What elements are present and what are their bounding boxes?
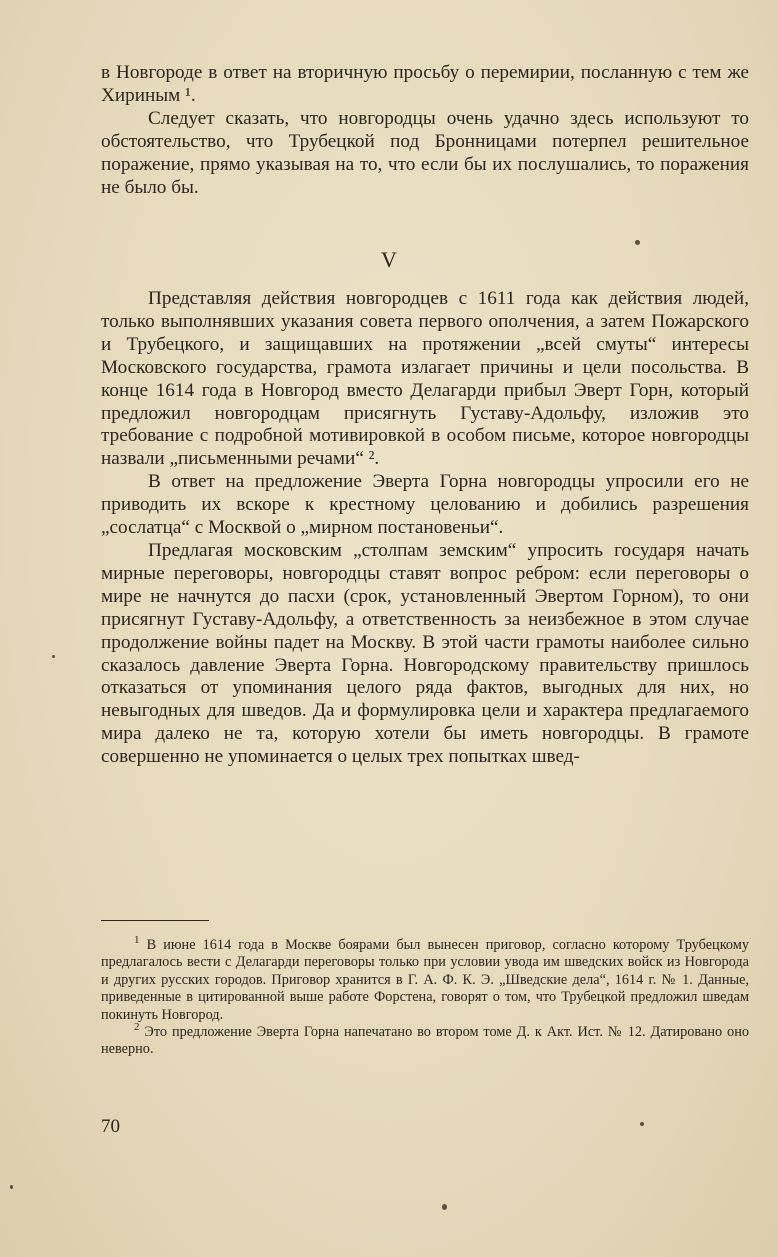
footnote-divider [101, 920, 209, 921]
footnote-1 [101, 934, 750, 1024]
footnote-2 [101, 1021, 749, 1059]
paragraph: В ответ на предложение Эверта Горна новгородцы упросили его не приводить их вскоре к крестному целованию и добились разрешения „сослатца“ с Москвой о „мирном постановеньи“. [101, 471, 749, 539]
paragraph: Следует сказать, что новгородцы очень удачно здесь используют то обстоятельство, что Трубецкой под Бронницами потерпел решительное поражение, прямо указывая на то, что если бы их послушались, то поражения не было бы. [101, 107, 749, 198]
footnote-text: В июне 1614 года в Москве боярами был вынесен приговор, согласно которому Трубецкому предлагалось вести с Делагарди переговоры только при условии увода им шведских войск из Новгорода и других русских городов. Приговор хранится в Г. А. Ф. К. Э. „Шведские дела“, 1614 г. № 1. Данные, приведенные в цитированной выше работе Форстена, говорят о том, что Трубецкой предложил шведам покинуть Новгород. [101, 937, 750, 1023]
paragraph: Предлагая московским „столпам земским“ упросить государя начать мирные переговоры, новгородцы ставят вопрос ребром: если переговоры о мире не начнутся до пасхи (срок, установленный Эвертом Горном), то они присягнут Густаву-Адольфу, а ответственность за неизбежное в этом случае продолжение войны падет на Москву. В этой части грамоты наиболее сильно сказалось давление Эверта Горна. Новгородскому правительству пришлось отказаться от упоминания целого ряда фактов, выгодных для них, но невыгодных для шведов. Да и формулировка цели и характера предлагаемого мира далеко не та, которую хотели бы иметь новгородцы. В грамоте совершенно не упоминается о целых трех попытках швед- [101, 539, 749, 768]
paper-speck [442, 1204, 447, 1210]
footnote-text: Это предложение Эверта Горна напечатано во втором томе Д. к Акт. Ист. № 12. Датировано оно неверно. [101, 1024, 749, 1058]
footnote-mark: 1 [134, 934, 140, 947]
paper-speck [640, 1122, 644, 1126]
page-number: 70 [101, 1116, 120, 1137]
paper-speck [10, 1185, 13, 1189]
footnote-mark: 2 [134, 1021, 140, 1034]
paragraph: Представляя действия новгородцев с 1611 года как действия людей, только выполнявших указания совета первого ополчения, а затем Пожарского и Трубецкого, и защищавших на протяжении „всей смуты“ интересы Московского государства, грамота излагает причины и цели посольства. В конце 1614 года в Новгород вместо Делагарди прибыл Эверт Горн, который предложил новгородцам присягнуть Густаву-Адольфу, изложив это требование с подробной мотивировкой в особом письме, которое новгородцы назвали „письменными речами“ ². [101, 288, 749, 470]
main-text-block [101, 288, 749, 769]
paper-speck [635, 240, 640, 245]
top-text-block [101, 62, 749, 199]
paragraph-continuation: в Новгороде в ответ на вторичную просьбу о перемирии, посланную с тем же Хириным ¹. [101, 62, 749, 106]
footnotes [101, 934, 750, 1059]
paper-speck [52, 655, 55, 658]
section-heading: V [381, 247, 397, 272]
